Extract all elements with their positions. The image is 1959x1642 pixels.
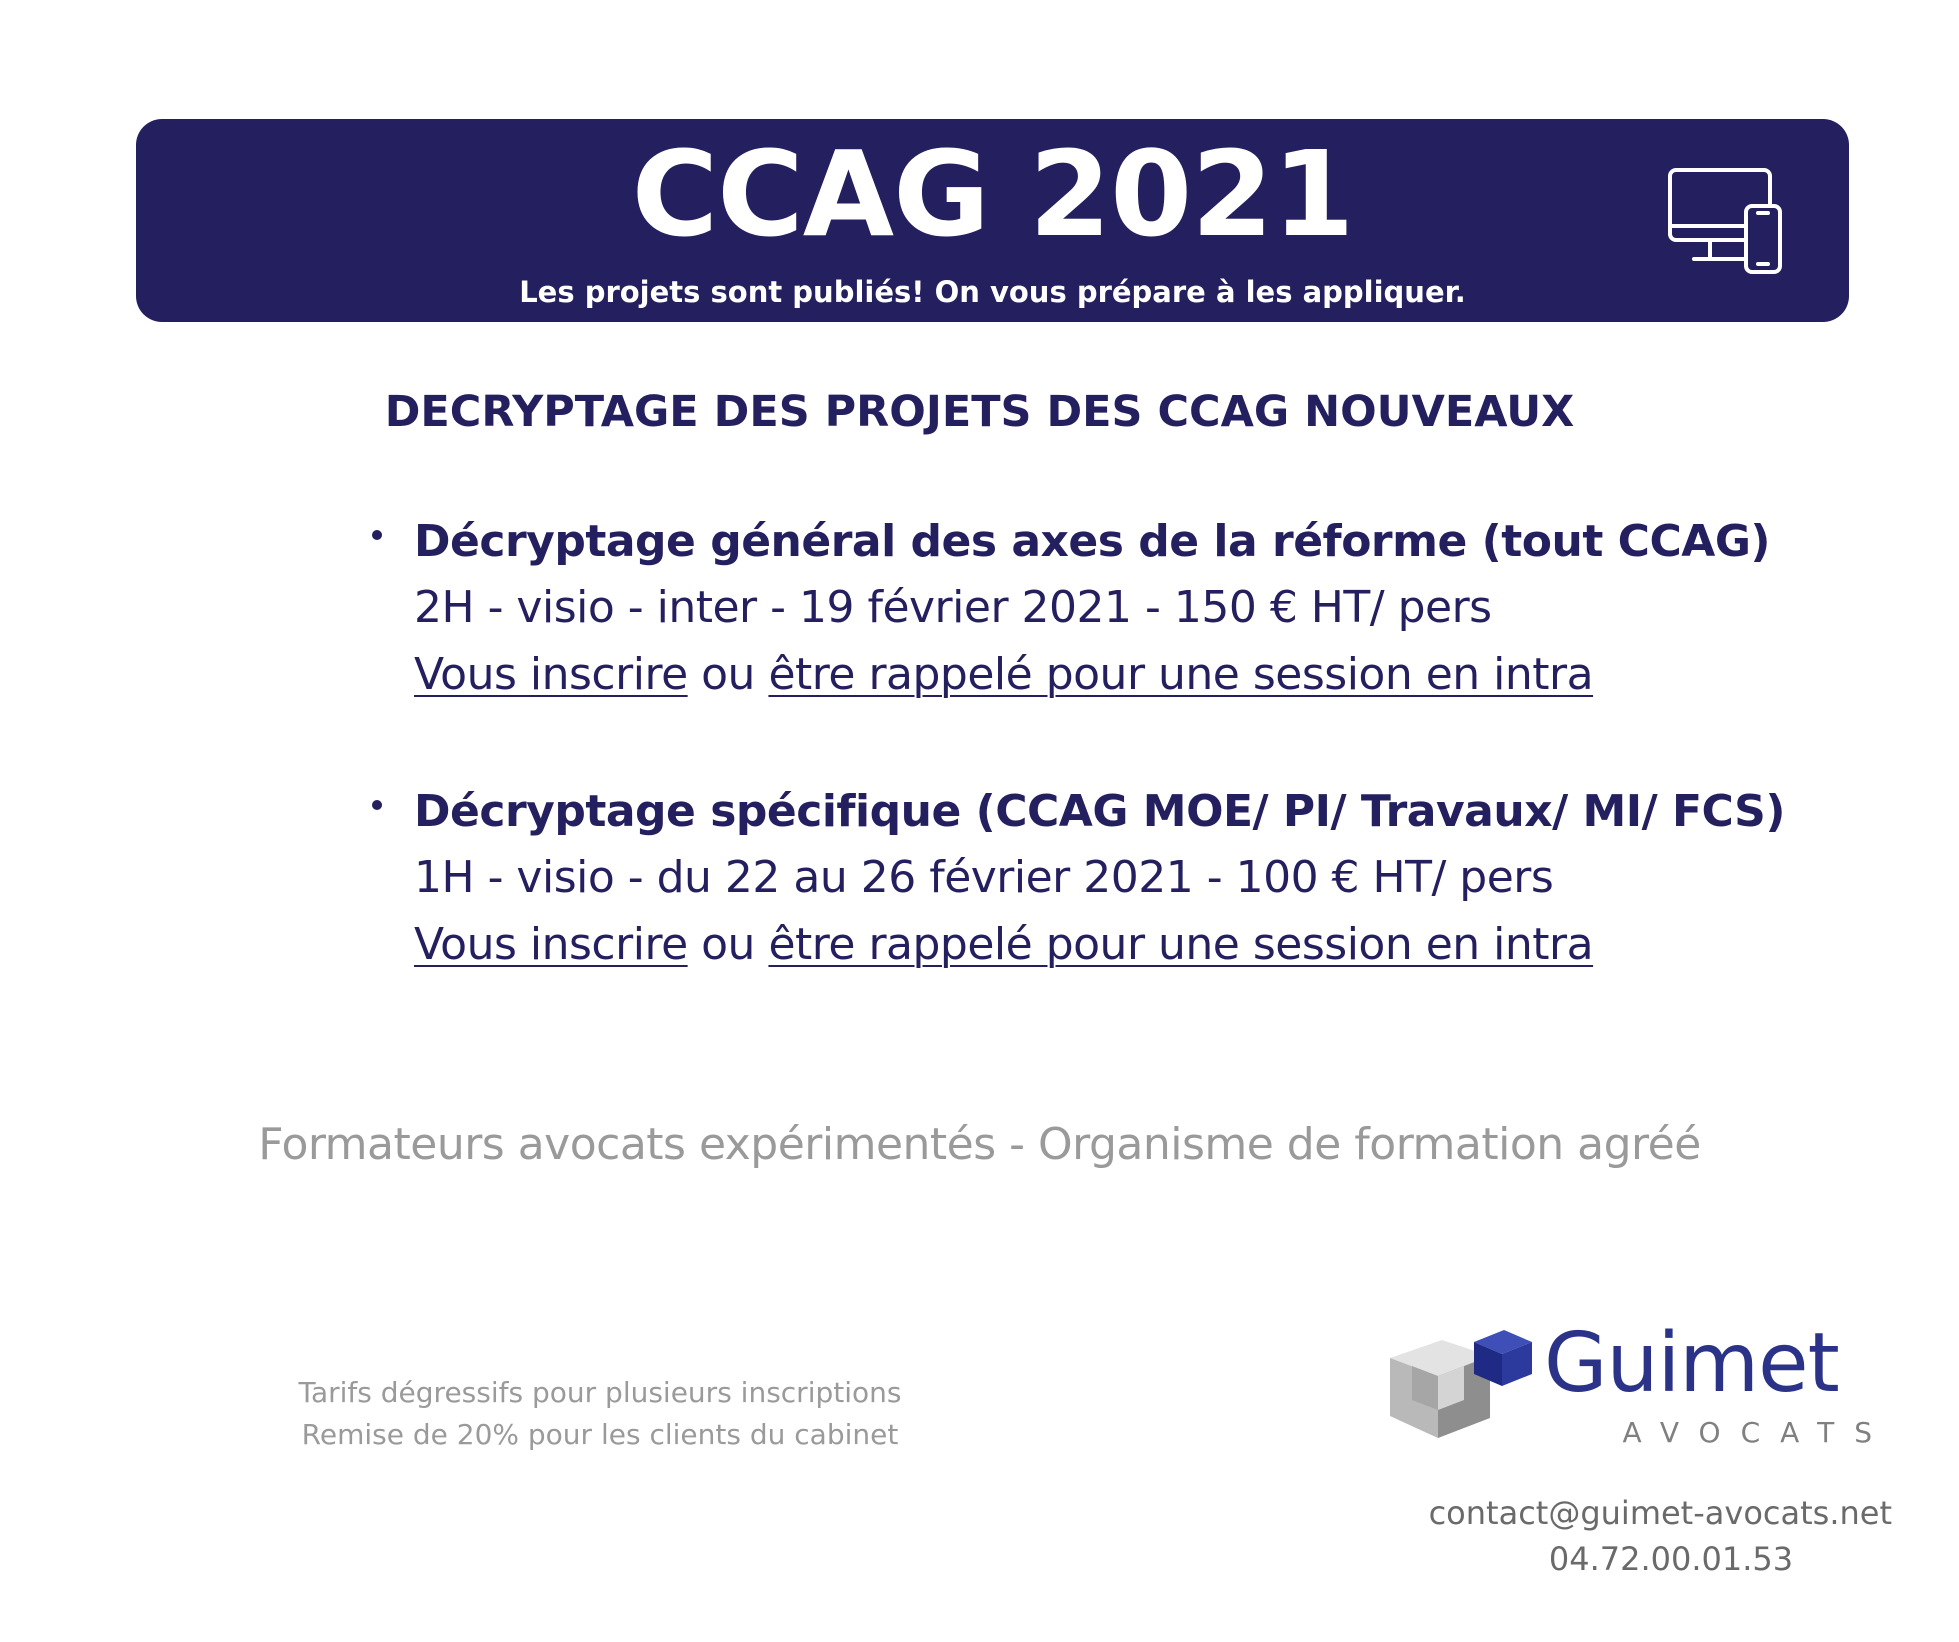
register-link[interactable]: Vous inscrire xyxy=(414,919,688,970)
offer-title: Décryptage général des axes de la réforme (tout CCAG) xyxy=(414,516,1771,567)
section-title: DECRYPTAGE DES PROJETS DES CCAG NOUVEAUX xyxy=(384,387,1575,437)
header-banner xyxy=(136,119,1849,322)
offer-title: Décryptage spécifique (CCAG MOE/ PI/ Travaux/ MI/ FCS) xyxy=(414,786,1785,837)
contact-email[interactable]: contact@guimet-avocats.net xyxy=(1428,1494,1892,1532)
banner-title: CCAG 2021 xyxy=(631,125,1354,263)
bullet-icon xyxy=(372,530,382,540)
company-logo xyxy=(1382,1316,1892,1455)
trainers-line: Formateurs avocats expérimentés - Organisme de formation agréé xyxy=(258,1119,1701,1170)
register-link[interactable]: Vous inscrire xyxy=(414,649,688,700)
offer-links xyxy=(414,645,1593,705)
offer-links xyxy=(414,915,1593,975)
bullet-icon xyxy=(372,800,382,810)
offer-details: 2H - visio - inter - 19 février 2021 - 150 € HT/ pers xyxy=(414,582,1492,633)
link-separator: ou xyxy=(701,919,769,970)
cubes-logo-icon xyxy=(1382,1320,1552,1455)
contact-phone[interactable]: 04.72.00.01.53 xyxy=(1548,1540,1794,1578)
devices-icon xyxy=(1666,166,1786,278)
logo-name: Guimet xyxy=(1544,1316,1839,1411)
pricing-note-line: Remise de 20% pour les clients du cabinet xyxy=(301,1418,899,1451)
callback-link[interactable]: être rappelé pour une session en intra xyxy=(768,919,1594,970)
banner-subtitle: Les projets sont publiés! On vous prépare à les appliquer. xyxy=(519,275,1466,309)
contact-block xyxy=(1330,1490,1892,1582)
link-separator: ou xyxy=(701,649,769,700)
logo-subtitle: AVOCATS xyxy=(1622,1416,1892,1449)
pricing-notes xyxy=(230,1372,970,1456)
callback-link[interactable]: être rappelé pour une session en intra xyxy=(768,649,1594,700)
pricing-note-line: Tarifs dégressifs pour plusieurs inscriptions xyxy=(298,1376,902,1409)
offer-details: 1H - visio - du 22 au 26 février 2021 - 100 € HT/ pers xyxy=(414,852,1554,903)
